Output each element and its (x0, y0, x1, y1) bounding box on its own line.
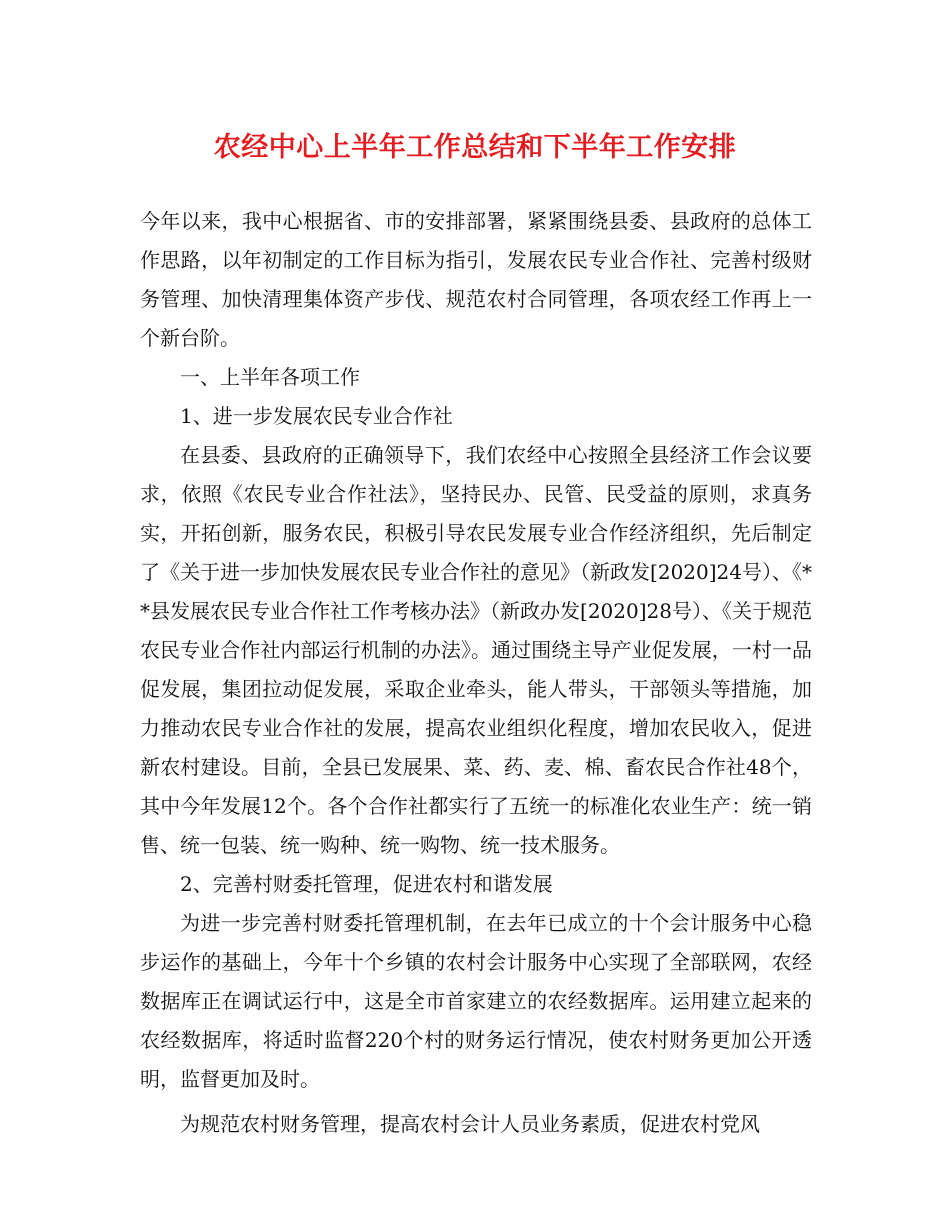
document-body (140, 202, 812, 1144)
item-heading-cooperatives: 1、进一步发展农民专业合作社 (180, 404, 453, 428)
section-heading-first-half: 一、上半年各项工作 (180, 365, 360, 389)
village-finance-paragraph: 为进一步完善村财委托管理机制，在去年已成立的十个会计服务中心稳步运作的基础上，今年十个乡镇的农村会计服务中心实现了全部联网，农经数据库正在调试运行中，这是全市首家建立的农经数据库。运用建立起来的农经数据库，将适时监督220个村的财务运行情况，使农村财务更加公开透明，监督更加及时。 (140, 911, 812, 1091)
document-title: 农经中心上半年工作总结和下半年工作安排 (213, 132, 737, 163)
cooperatives-paragraph: 在县委、县政府的正确领导下，我们农经中心按照全县经济工作会议要求，依照《农民专业合作社法》，坚持民办、民管、民受益的原则，求真务实，开拓创新，服务农民，积极引导农民发展专业合作经济组织，先后制定了《关于进一步加快发展农民专业合作社的意见》（新政发[2020]24号）、《**县发展农民专业合作社工作考核办法》（新政办发[2020]28号）、《关于规范农民专业合作社内部运行机制的办法》。通过围绕主导产业促发展，一村一品促发展，集团拉动促发展，采取企业牵头，能人带头，干部领头等措施，加力推动农民专业合作社的发展，提高农业组织化程度，增加农民收入，促进新农村建设。目前，全县已发展果、菜、药、麦、棉、畜农民合作社48个，其中今年发展12个。各个合作社都实行了五统一的标准化农业生产：统一销售、统一包装、统一购种、统一购物、统一技术服务。 (140, 443, 812, 857)
item-heading-village-finance: 2、完善村财委托管理，促进农村和谐发展 (180, 872, 553, 896)
intro-paragraph: 今年以来，我中心根据省、市的安排部署，紧紧围绕县委、县政府的总体工作思路，以年初制定的工作目标为指引，发展农民专业合作社、完善村级财务管理、加快清理集体资产步伐、规范农村合同管理，各项农经工作再上一个新台阶。 (140, 209, 812, 350)
finance-management-paragraph: 为规范农村财务管理，提高农村会计人员业务素质，促进农村党风 (180, 1112, 760, 1136)
